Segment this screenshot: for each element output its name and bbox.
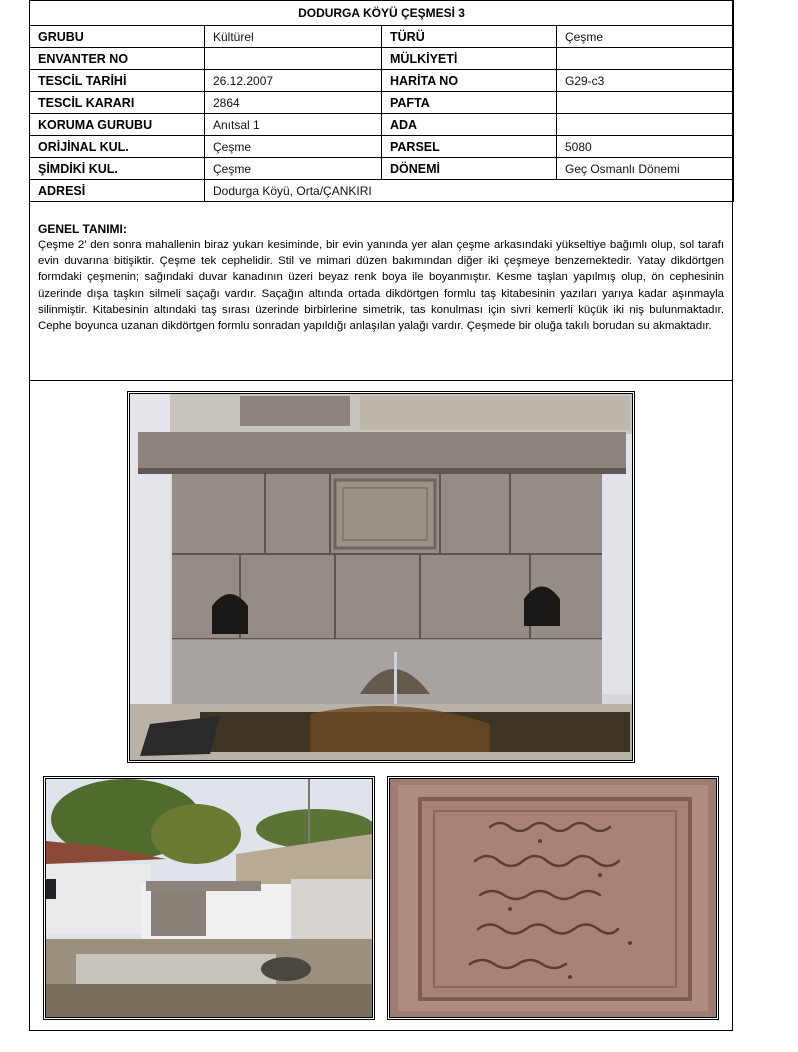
description-heading: GENEL TANIMI: bbox=[38, 222, 127, 236]
label-tescil-karari: TESCİL KARARI bbox=[30, 92, 205, 114]
fountain-facade-photo bbox=[127, 391, 635, 763]
value-koruma-gurubu: Anıtsal 1 bbox=[205, 114, 382, 136]
label-parsel: PARSEL bbox=[382, 136, 557, 158]
row-adresi bbox=[30, 180, 734, 202]
label-envanter-no: ENVANTER NO bbox=[30, 48, 205, 70]
value-turu: Çeşme bbox=[557, 26, 734, 48]
label-simdiki-kul: ŞİMDİKİ KUL. bbox=[30, 158, 205, 180]
value-tescil-karari: 2864 bbox=[205, 92, 382, 114]
fountain-context-photo bbox=[43, 776, 375, 1020]
info-table bbox=[29, 0, 734, 202]
value-adresi: Dodurga Köyü, Orta/ÇANKIRI bbox=[205, 180, 734, 202]
value-ada bbox=[557, 114, 734, 136]
label-ada: ADA bbox=[382, 114, 557, 136]
value-tescil-tarihi: 26.12.2007 bbox=[205, 70, 382, 92]
label-turu: TÜRÜ bbox=[382, 26, 557, 48]
value-simdiki-kul: Çeşme bbox=[205, 158, 382, 180]
value-mulkiyeti bbox=[557, 48, 734, 70]
row-simdiki-kul bbox=[30, 158, 734, 180]
row-orijinal-kul bbox=[30, 136, 734, 158]
label-adresi: ADRESİ bbox=[30, 180, 205, 202]
value-harita-no: G29-c3 bbox=[557, 70, 734, 92]
inscription-tablet-photo bbox=[387, 776, 719, 1020]
label-tescil-tarihi: TESCİL TARİHİ bbox=[30, 70, 205, 92]
row-envanter bbox=[30, 48, 734, 70]
label-koruma-gurubu: KORUMA GURUBU bbox=[30, 114, 205, 136]
label-donemi: DÖNEMİ bbox=[382, 158, 557, 180]
fountain-context-image bbox=[46, 779, 372, 1017]
row-tescil-karari bbox=[30, 92, 734, 114]
value-pafta bbox=[557, 92, 734, 114]
label-mulkiyeti: MÜLKİYETİ bbox=[382, 48, 557, 70]
document-title: DODURGA KÖYÜ ÇEŞMESİ 3 bbox=[30, 1, 734, 26]
value-envanter-no bbox=[205, 48, 382, 70]
description-text: Çeşme 2’ den sonra mahallenin biraz yukarı kesiminde, bir evin yanında yer alan çeşme arkasındaki yükseltiye bağımlı olup, sol tarafı evin duvarına bitişiktir. Çeşme tek cephelidir. Stil ve mimari düzen bakımından diğer iki çeşmeye benzemektedir. Yatay dikdörtgen formdaki çeşmenin; sağındaki duvar kanadının üzeri beyaz renk boya ile boyanmıştır. Kesme taşlan yapılmış olup, ön cephesinin üzerinde dışa taşkın silmeli saçağı vardır. Saçağın altında ortada dikdörtgen formlu taş kitabesinin yazıları yarıya kadar aşınmayla silinmiştir. Kitabesinin altındaki taş sırası üzerinde birbirlerine simetrik, tas konulması için sivri kemerli küçük iki niş bulunmaktadır. Cephe boyunca uzanan dikdörtgen formlu sonradan yapıldığı anlaşılan yalağı vardır. Çeşmede bir oluğa takılı borudan su akmaktadır. bbox=[38, 239, 724, 333]
row-grubu bbox=[30, 26, 734, 48]
row-tescil-tarihi bbox=[30, 70, 734, 92]
label-orijinal-kul: ORİJİNAL KUL. bbox=[30, 136, 205, 158]
value-orijinal-kul: Çeşme bbox=[205, 136, 382, 158]
row-koruma-gurubu bbox=[30, 114, 734, 136]
label-pafta: PAFTA bbox=[382, 92, 557, 114]
inscription-tablet-image bbox=[390, 779, 716, 1017]
fountain-facade-image bbox=[130, 394, 632, 760]
value-parsel: 5080 bbox=[557, 136, 734, 158]
general-description bbox=[29, 207, 733, 381]
label-grubu: GRUBU bbox=[30, 26, 205, 48]
label-harita-no: HARİTA NO bbox=[382, 70, 557, 92]
value-grubu: Kültürel bbox=[205, 26, 382, 48]
value-donemi: Geç Osmanlı Dönemi bbox=[557, 158, 734, 180]
